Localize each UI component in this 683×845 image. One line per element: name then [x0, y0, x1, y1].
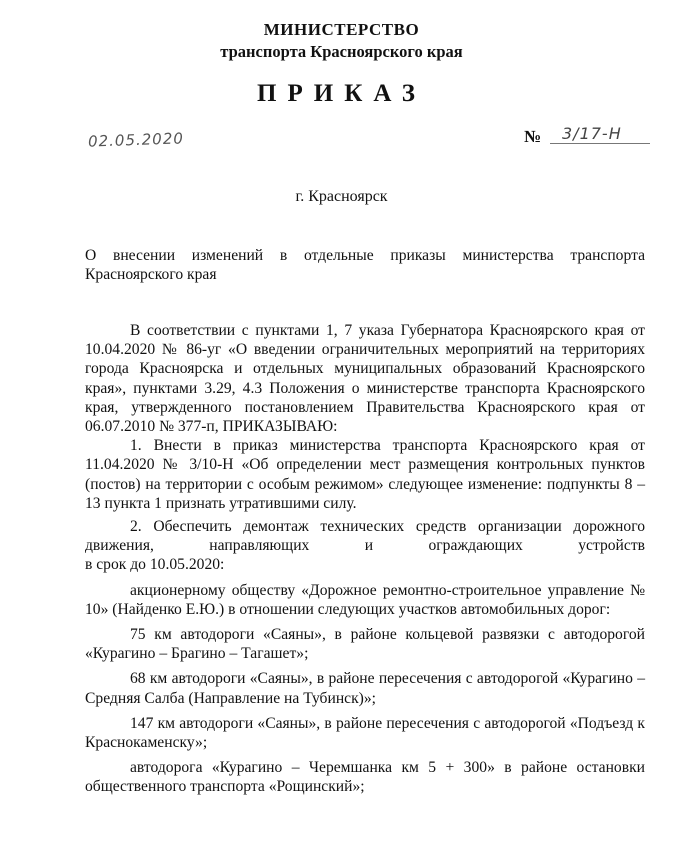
road-section-item: 68 км автодороги «Саяны», в районе пересечения с автодорогой «Курагино – Средняя Салба (Направление на Тубинск)»;: [85, 670, 645, 707]
city: г. Красноярск: [295, 188, 388, 205]
preamble-paragraph: В соответствии с пунктами 1, 7 указа Губернатора Красноярского края от 10.04.2020 № 86-уг «О введении ограничительных мероприятий на территориях города Красноярска и отдельных муниципальных образований Красноярского края», пунктами 3.29, 4.3 Положения о министерстве транспорта Красноярского края, утвержденного постановлением Правительства Красноярского края от 06.07.2010 № 377-п, ПРИКАЗЫВАЮ:: [85, 322, 645, 436]
road-section-item: 75 км автодороги «Саяны», в районе кольцевой развязки с автодорогой «Курагино – Брагино – Тагашет»;: [85, 626, 645, 663]
ministry-subheading: транспорта Красноярского края: [220, 42, 463, 61]
road-section-item: 147 км автодороги «Саяны», в районе пересечения с автодорогой «Подъезд к Краснокаменску»;: [85, 714, 645, 752]
deadline-paragraph: в срок до 10.05.2020:: [85, 556, 225, 574]
road-section-item: автодорога «Курагино – Черемшанка км 5 + 300» в районе остановки общественного транспорта «Рощинский»;: [85, 759, 645, 796]
clause-1-paragraph: 1. Внести в приказ министерства транспорта Красноярского края от 11.04.2020 № 3/10-Н «Об определении мест размещения контрольных пунктов (постов) на территории с особым режимом» следующее изменение: подпункты 8 – 13 пункта 1 признать утратившими силу.: [85, 437, 645, 512]
handwritten-order-number: 3/17-Н: [550, 124, 650, 144]
order-title: ПРИКАЗ: [257, 80, 426, 107]
number-label: №: [524, 127, 542, 146]
order-body: [85, 321, 645, 803]
ministry-heading: МИНИСТЕРСТВО: [263, 20, 420, 39]
clause-2-paragraph: 2. Обеспечить демонтаж технических средств организации дорожного движения, направляющих и ограждающих устройств: [85, 518, 645, 555]
contractor-paragraph: акционерному обществу «Дорожное ремонтно-строительное управление № 10» (Найденко Е.Ю.) в отношении следующих участков автомобильных дорог:: [85, 581, 645, 618]
handwritten-date: 02.05.2020: [87, 129, 185, 151]
order-subject: О внесении изменений в отдельные приказы министерства транспорта Красноярского края: [85, 247, 645, 284]
